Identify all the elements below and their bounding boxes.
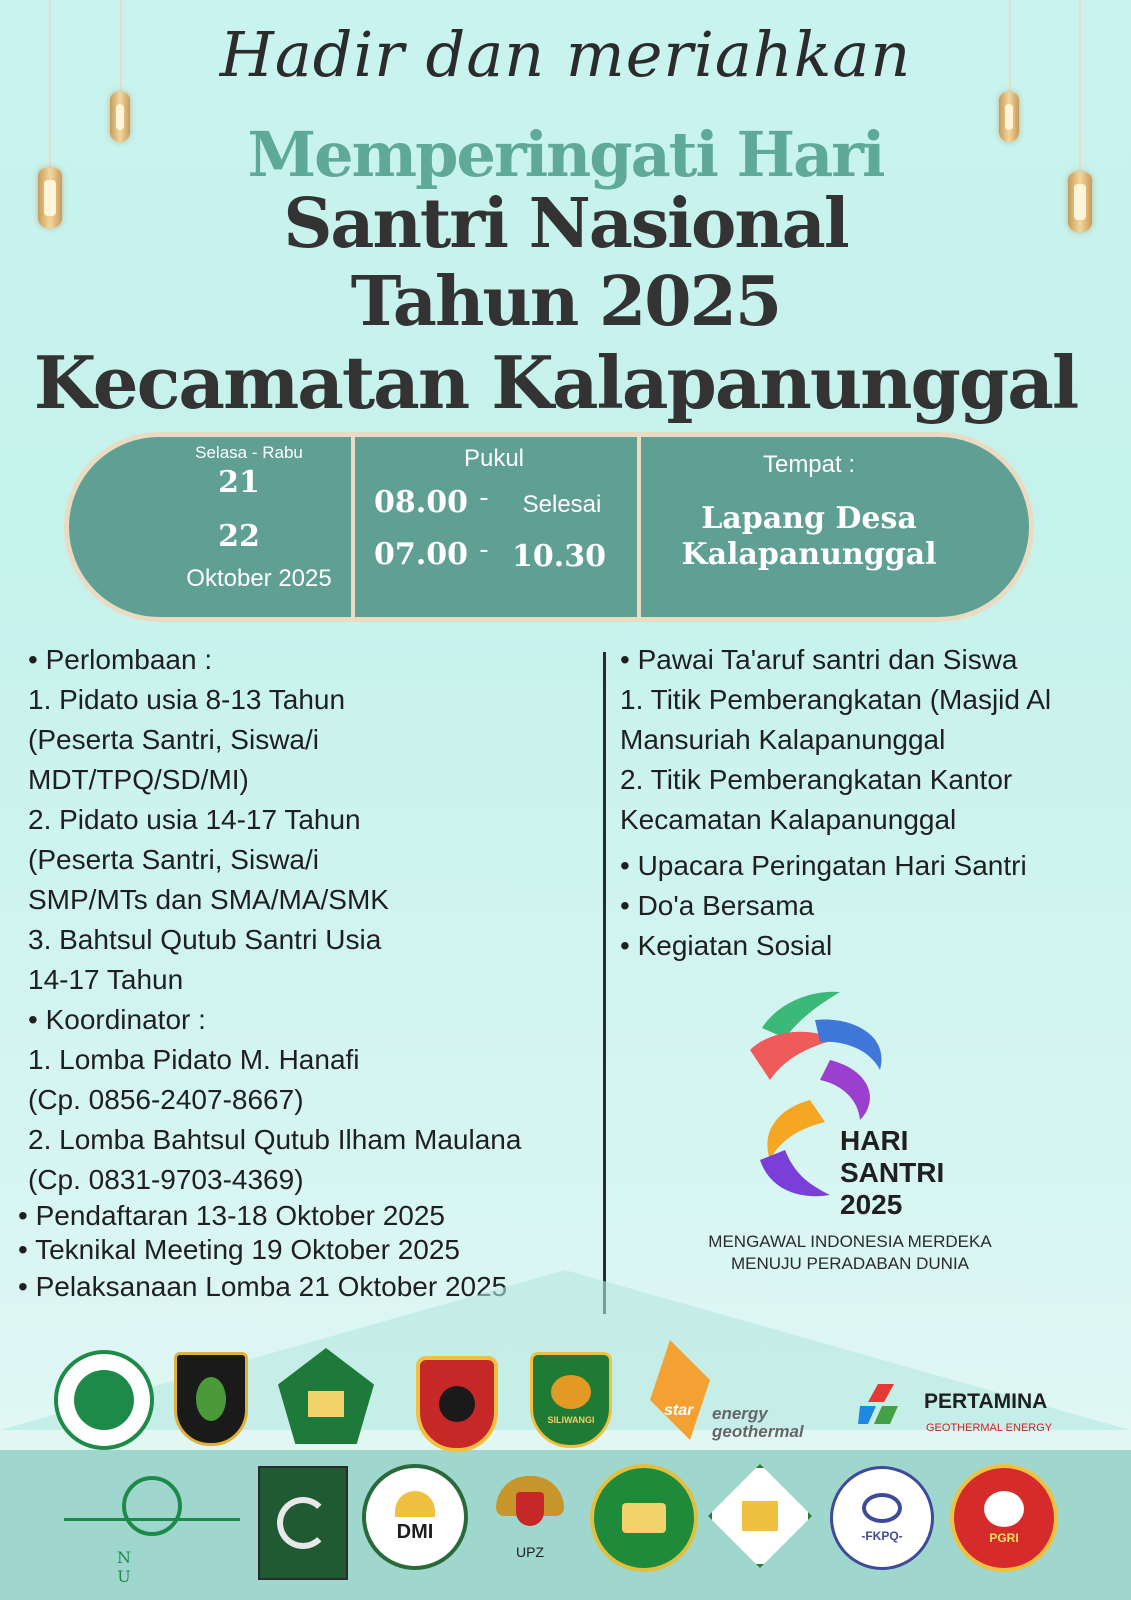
fpp-logo-icon: [590, 1464, 698, 1572]
mui-logo-icon: [54, 1350, 154, 1450]
left-line: 14-17 Tahun: [28, 964, 184, 995]
time-1-dash: -: [479, 483, 489, 513]
right-line: 2. Titik Pemberangkatan Kantor: [620, 764, 1013, 795]
left-line: 2. Pidato usia 14-17 Tahun: [28, 804, 361, 835]
place-label: Tempat :: [762, 451, 856, 478]
title-line-1: Memperingati Hari: [247, 118, 884, 191]
dmi-label: DMI: [396, 1520, 434, 1543]
upz-label: UPZ: [516, 1544, 544, 1560]
right-line: 1. Titik Pemberangkatan (Masjid Al: [620, 684, 1052, 715]
star-energy-text-3: geothermal: [712, 1422, 804, 1441]
event-info-panel: [64, 432, 1034, 622]
title-line-2: Santri Nasional: [283, 184, 848, 264]
event-date-1: 21: [218, 465, 260, 500]
nu-logo-icon: [64, 1470, 240, 1586]
pgri-logo-icon: [950, 1464, 1058, 1572]
time-label: Pukul: [463, 445, 525, 472]
right-line: • Pawai Ta'aruf santri dan Siswa: [620, 644, 1018, 675]
title-line-3: Tahun 2025: [350, 262, 781, 342]
garuda-logo-icon: [490, 1462, 570, 1542]
fkpq-label: -FKPQ-: [861, 1529, 903, 1543]
left-line: (Peserta Santri, Siswa/i: [28, 844, 319, 875]
left-line: • Koordinator :: [28, 1004, 206, 1035]
left-line: • Teknikal Meeting 19 Oktober 2025: [18, 1234, 460, 1265]
dmi-logo-icon: [362, 1464, 468, 1570]
logo-tagline-1: MENGAWAL INDONESIA MERDEKA: [708, 1232, 992, 1251]
header-script: Hadir dan meriahkan: [219, 18, 912, 91]
logo-text-year: 2025: [840, 1189, 903, 1220]
column-divider: [603, 652, 606, 1314]
left-line: MDT/TPQ/SD/MI): [28, 764, 249, 795]
siliwangi-label: SILIWANGI: [547, 1415, 595, 1425]
syarikat-islam-logo-icon: [258, 1466, 348, 1580]
event-date-2: 22: [218, 519, 260, 554]
left-line: (Cp. 0831-9703-4369): [28, 1164, 304, 1195]
police-logo-icon: [416, 1356, 498, 1452]
left-line: (Peserta Santri, Siswa/i: [28, 724, 319, 755]
right-line: • Kegiatan Sosial: [620, 930, 833, 961]
fkpq-logo-icon: [830, 1466, 934, 1570]
left-line: (Cp. 0856-2407-8667): [28, 1084, 304, 1115]
pertamina-subtext: GEOTHERMAL ENERGY: [926, 1422, 1053, 1434]
bogor-regency-logo-icon: [174, 1352, 248, 1446]
time-2-end: 10.30: [512, 539, 606, 574]
pertamina-text: PERTAMINA: [924, 1390, 1048, 1413]
time-1-start: 08.00: [374, 485, 468, 520]
pgri-label: PGRI: [989, 1531, 1019, 1545]
star-energy-logo-icon: [650, 1340, 710, 1440]
right-line: • Upacara Peringatan Hari Santri: [620, 850, 1027, 881]
star-energy-text-2: energy: [712, 1404, 768, 1423]
title-line-4: Kecamatan Kalapanunggal: [33, 340, 1078, 425]
logo-text-santri: SANTRI: [840, 1157, 945, 1188]
place-line-1: Lapang Desa: [701, 501, 917, 536]
logo-tagline-2: MENUJU PERADABAN DUNIA: [730, 1254, 970, 1273]
left-column: [18, 640, 588, 1306]
logo-text-hari: HARI: [840, 1125, 909, 1156]
right-line: Mansuriah Kalapanunggal: [620, 724, 946, 755]
right-line: Kecamatan Kalapanunggal: [620, 804, 957, 835]
divider-2: [637, 437, 641, 617]
time-1-end: Selesai: [522, 491, 602, 518]
pertamina-logo-icon: [858, 1384, 914, 1424]
left-line: • Pelaksanaan Lomba 21 Oktober 2025: [18, 1271, 508, 1302]
left-line: 3. Bahtsul Qutub Santri Usia: [28, 924, 382, 955]
event-month: Oktober 2025: [186, 565, 332, 592]
event-days: Selasa - Rabu: [195, 443, 303, 462]
nu-label: N U: [117, 1548, 191, 1586]
left-line: 1. Lomba Pidato M. Hanafi: [28, 1044, 360, 1075]
place-line-2: Kalapanunggal: [681, 537, 937, 572]
right-line: • Do'a Bersama: [620, 890, 815, 921]
time-2-dash: -: [479, 535, 489, 565]
left-line: 1. Pidato usia 8-13 Tahun: [28, 684, 346, 715]
left-line: SMP/MTs dan SMA/MA/SMK: [28, 884, 389, 915]
siliwangi-logo-icon: [530, 1352, 612, 1448]
left-line: • Pendaftaran 13-18 Oktober 2025: [18, 1200, 445, 1231]
time-2-start: 07.00: [374, 537, 468, 572]
star-energy-text-1: star: [664, 1402, 694, 1419]
right-column: [620, 640, 1120, 966]
left-line: 2. Lomba Bahtsul Qutub Ilham Maulana: [28, 1124, 522, 1155]
left-line: • Perlombaan :: [28, 644, 213, 675]
